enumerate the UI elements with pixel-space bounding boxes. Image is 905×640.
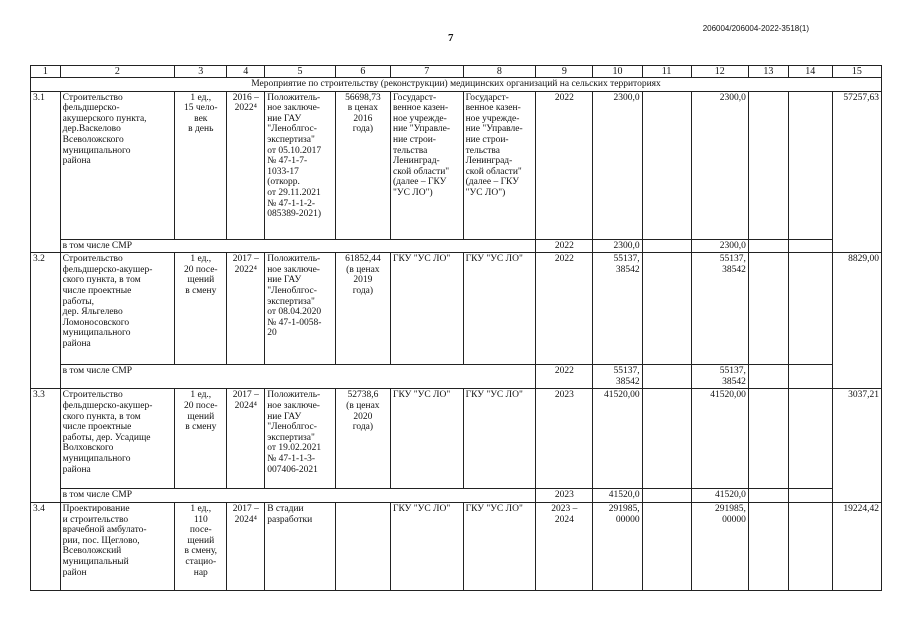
col-15: 57257,63	[843, 92, 879, 103]
expertise: В стадии разработки	[267, 503, 313, 525]
header-cell: 3	[175, 66, 227, 78]
estimated-cost: 56698,73 в ценах 2016 года)	[345, 92, 381, 135]
col-14	[788, 502, 832, 590]
smr-row	[31, 239, 882, 253]
builder: ГКУ "УС ЛО"	[465, 390, 523, 401]
object-name: Строительство фельдшерско- акушерского пункта, дер.Васкелово Всеволожского муниципального района	[62, 92, 147, 167]
col-15: 3037,21	[848, 390, 879, 401]
smr-total: 2300,0	[593, 239, 642, 253]
col-15: 19224,42	[843, 503, 879, 514]
estimated-cost: 52738,6 (в ценах 2020 года)	[346, 390, 380, 433]
period: 2017 – 2022⁴	[232, 254, 259, 275]
year: 2023 – 2024	[551, 503, 578, 525]
header-cell: 8	[463, 66, 536, 78]
year: 2022	[554, 254, 574, 265]
smr-year: 2022	[536, 239, 593, 253]
empty-cell	[642, 239, 691, 253]
empty-cell	[748, 365, 788, 389]
smr-year: 2023	[536, 489, 593, 503]
smr-label: в том числе СМР	[60, 365, 536, 389]
table-row	[31, 253, 882, 365]
builder: Государст- венное казен- ное учрежде- ние "Управле- ние строи- тельства Ленинград- ской области" (далее – ГКУ "УС ЛО")	[465, 92, 523, 198]
row-number: 3.1	[31, 91, 61, 253]
customer: Государст- венное казен- ное учрежде- ние "Управле- ние строи- тельства Ленинград- ской области" (далее – ГКУ "УС ЛО")	[392, 92, 451, 198]
smr-year: 2022	[536, 365, 593, 389]
row-number: 3.2	[31, 253, 61, 389]
header-cell: 5	[265, 66, 336, 78]
empty-cell	[788, 489, 832, 503]
header-cell: 10	[593, 66, 642, 78]
period: 2016 – 2022⁴	[232, 92, 259, 114]
col-12: 55137, 38542	[719, 254, 746, 275]
header-cell: 6	[335, 66, 390, 78]
header-cell: 7	[390, 66, 463, 78]
period: 2017 – 2024⁴	[232, 390, 259, 411]
object-name: Строительство фельдшерско-акушер- ского пункта, в том числе проектные работы, дер. Яльгелево Ломоносовского муниципального района	[62, 254, 153, 349]
header-cell: 12	[691, 66, 748, 78]
empty-cell	[788, 239, 832, 253]
smr-col-12: 41520,0	[691, 489, 748, 503]
period: 2017 – 2024⁴	[232, 503, 259, 525]
empty-cell	[748, 239, 788, 253]
total: 2300,0	[613, 92, 640, 103]
total: 41520,00	[603, 390, 640, 401]
section-row	[31, 78, 882, 92]
smr-total: 55137, 38542	[613, 366, 640, 387]
capacity: 1 ед., 15 чело- век в день	[184, 92, 218, 135]
col-14	[788, 253, 832, 365]
estimated-cost: 61852,44 (в ценах 2019 года)	[345, 254, 381, 296]
col-13	[748, 91, 788, 239]
expertise: Положитель- ное заключе- ние ГАУ "Леноблгос- экспертиза" от 19.02.2021 № 47-1-1-3- 007406-2021	[267, 390, 322, 475]
smr-col-12: 55137, 38542	[719, 366, 746, 387]
header-cell: 2	[60, 66, 175, 78]
document-id: 206004/206004-2022-3518(1)	[702, 24, 809, 33]
capacity: 1 ед., 20 посе- щений в смену	[183, 390, 218, 433]
object-name: Проектирование и строительство врачебной амбулато- рии, пос. Щеглово, Всеволожский муниципальный район	[62, 503, 147, 578]
smr-label: в том числе СМР	[60, 489, 536, 503]
header-cell: 11	[642, 66, 691, 78]
smr-total: 41520,0	[593, 489, 642, 503]
row-number: 3.3	[31, 389, 61, 503]
col-12: 2300,0	[719, 92, 746, 103]
col-14	[788, 389, 832, 489]
capacity: 1 ед., 110 посе- щений в смену, стацио- нар	[184, 503, 218, 578]
builder: ГКУ "УС ЛО"	[465, 503, 523, 514]
col-12: 41520,00	[710, 390, 746, 401]
table-row	[31, 91, 882, 239]
header-cell: 9	[536, 66, 593, 78]
builder: ГКУ "УС ЛО"	[465, 254, 523, 265]
empty-cell	[642, 489, 691, 503]
capacity: 1 ед., 20 посе- щений в смену	[183, 254, 218, 296]
object-name: Строительство фельдшерско-акушер- ского пункта, в том числе проектные работы, дер. Усадище Волховского муниципального района	[62, 390, 153, 475]
col-13	[748, 389, 788, 489]
total: 291985, 00000	[608, 503, 640, 525]
section-title: Мероприятие по строительству (реконструкции) медицинских организаций на сельских территориях	[31, 78, 882, 92]
header-cell: 15	[832, 66, 881, 78]
col-13	[748, 253, 788, 365]
customer: ГКУ "УС ЛО"	[392, 254, 451, 265]
col-11	[642, 502, 691, 590]
year: 2022	[554, 92, 574, 103]
smr-label: в том числе СМР	[60, 239, 536, 253]
table-row	[31, 502, 882, 590]
empty-cell	[642, 365, 691, 389]
smr-col-12: 2300,0	[691, 239, 748, 253]
col-11	[642, 389, 691, 489]
customer: ГКУ "УС ЛО"	[392, 503, 451, 514]
header-cell: 13	[748, 66, 788, 78]
col-11	[642, 253, 691, 365]
total: 55137, 38542	[613, 254, 640, 275]
table-row	[31, 389, 882, 489]
empty-cell	[788, 365, 832, 389]
smr-row	[31, 489, 882, 503]
expertise: Положитель- ное заключе- ние ГАУ "Леноблгос- экспертиза" от 08.04.2020 № 47-1-0058- 20	[267, 254, 322, 339]
col-12: 291985, 00000	[715, 503, 746, 525]
header-row	[31, 66, 882, 78]
page-number: 7	[448, 32, 454, 44]
col-11	[642, 91, 691, 239]
smr-row	[31, 365, 882, 389]
col-14	[788, 91, 832, 239]
customer: ГКУ "УС ЛО"	[392, 390, 451, 401]
year: 2023	[554, 390, 574, 401]
col-15: 8829,00	[848, 254, 879, 265]
empty-cell	[748, 489, 788, 503]
header-cell: 4	[227, 66, 265, 78]
expertise: Положитель- ное заключе- ние ГАУ "Леноблгос- экспертиза" от 05.10.2017 № 47-1-7- 1033-17 (откорр. от 29.11.2021 № 47-1-1-2- 085389-2021)	[267, 92, 322, 220]
investment-table	[30, 65, 882, 591]
row-number: 3.4	[31, 502, 61, 590]
col-13	[748, 502, 788, 590]
header-cell: 1	[31, 66, 61, 78]
header-cell: 14	[788, 66, 832, 78]
